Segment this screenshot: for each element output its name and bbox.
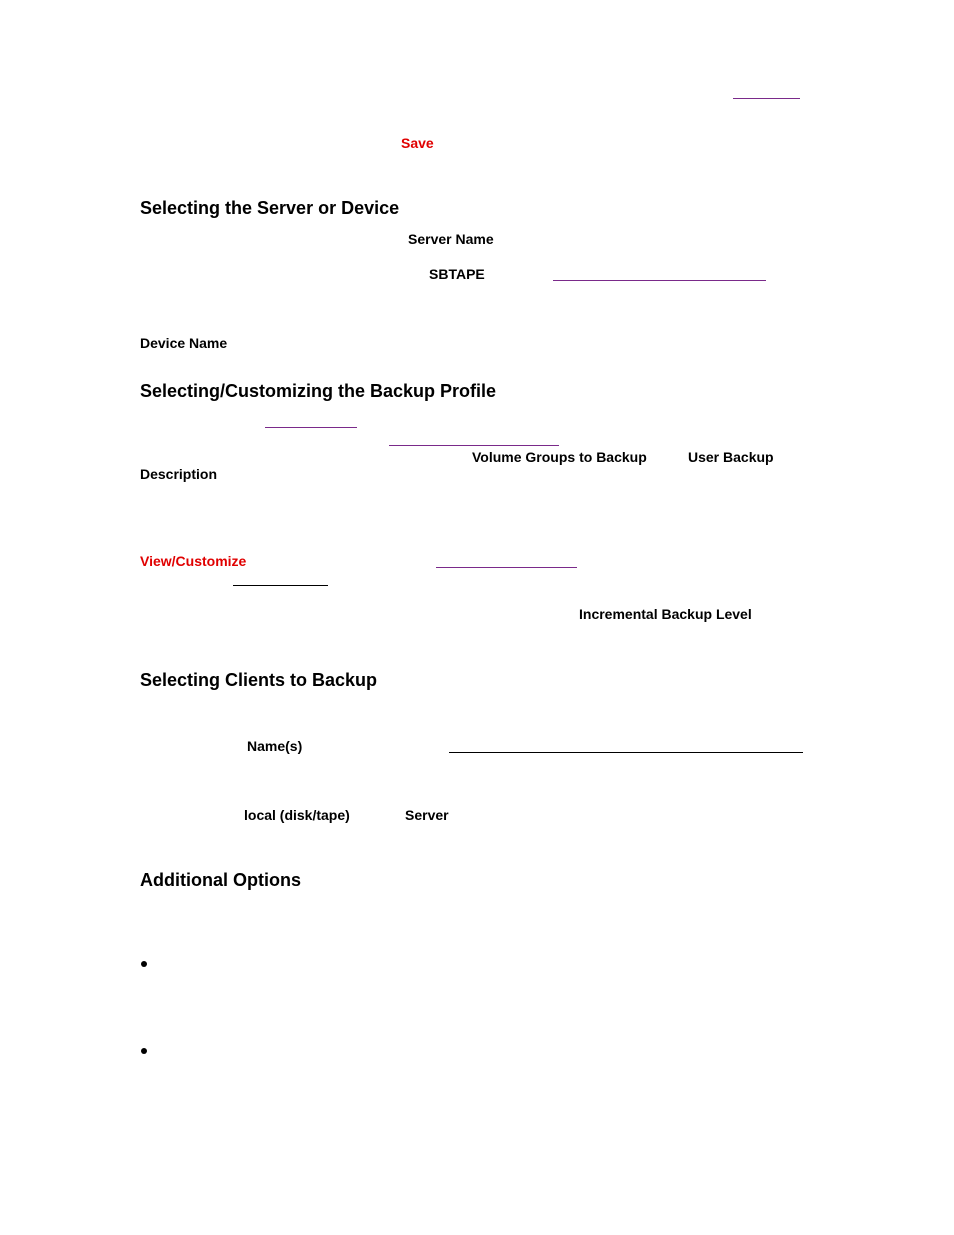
incremental-level-label: Incremental Backup Level	[579, 606, 752, 622]
client-server-label: Server	[405, 807, 449, 823]
save-button[interactable]: Save	[401, 135, 434, 151]
bullet-icon	[141, 961, 147, 967]
link-profile-3[interactable]	[436, 567, 577, 568]
link-top[interactable]	[733, 98, 800, 99]
link-client-names[interactable]	[449, 752, 803, 753]
section-heading-additional-options: Additional Options	[140, 870, 301, 890]
bullet-icon	[141, 1048, 147, 1054]
server-name-label: Server Name	[408, 231, 494, 247]
server-value: SBTAPE	[429, 266, 485, 282]
view-customize-button[interactable]: View/Customize	[140, 553, 247, 569]
local-disk-tape-label: local (disk/tape)	[244, 807, 350, 823]
link-server[interactable]	[553, 280, 766, 281]
link-profile-2[interactable]	[389, 445, 559, 446]
link-profile-1[interactable]	[265, 427, 357, 428]
section-heading-server-device: Selecting the Server or Device	[140, 198, 400, 218]
client-names-label: Name(s)	[247, 738, 303, 754]
link-profile-4[interactable]	[233, 585, 328, 586]
section-heading-clients: Selecting Clients to Backup	[140, 670, 378, 690]
user-backup-label: User Backup	[688, 449, 774, 465]
device-name-label: Device Name	[140, 335, 228, 351]
section-heading-backup-profile: Selecting/Customizing the Backup Profile	[140, 381, 497, 401]
description-label: Description	[140, 466, 218, 482]
volume-groups-label: Volume Groups to Backup	[472, 449, 647, 465]
